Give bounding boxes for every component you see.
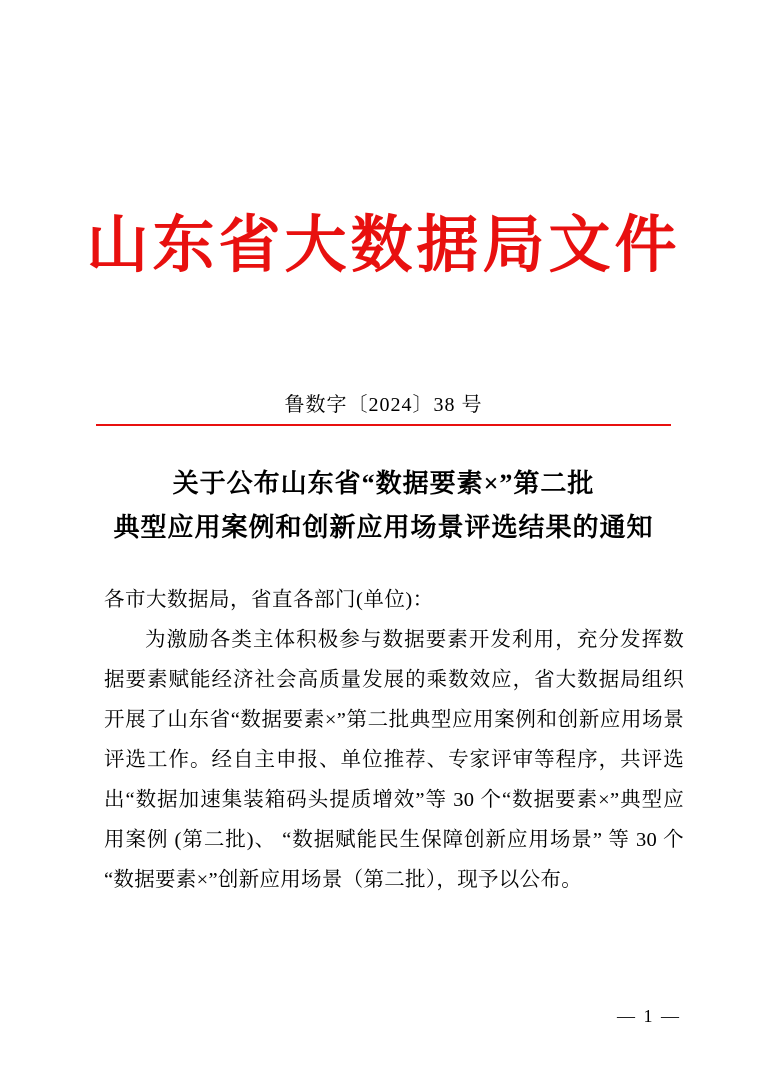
body-paragraph: 为激励各类主体积极参与数据要素开发利用，充分发挥数据要素赋能经济社会高质量发展的乘数效应，省大数据局组织开展了山东省“数据要素×”第二批典型应用案例和创新应用场景评选工作。经自主申报、单位推荐、专家评审等程序，共评选出“数据加速集装箱码头提质增效”等 30 个“数据要素×”典型应用案例 (第二批)、 “数据赋能民生保障创新应用场景” 等 30 个“数据要素×”创新应用场景（第二批），现予以公布。 xyxy=(104,629,684,891)
page-title-line-2: 典型应用案例和创新应用场景评选结果的通知 xyxy=(113,513,654,542)
page-number: — 1 — xyxy=(617,1006,681,1026)
document-header xyxy=(0,208,767,286)
salutation: 各市大数据局，省直各部门(单位)： xyxy=(104,589,434,611)
issuing-authority-title: 山东省大数据局文件 xyxy=(86,212,681,280)
page-title-line-1: 关于公布山东省“数据要素×”第二批 xyxy=(172,469,595,498)
page-title xyxy=(96,462,671,550)
red-divider-rule xyxy=(96,424,671,426)
document-number: 鲁数字〔2024〕38 号 xyxy=(284,394,483,416)
